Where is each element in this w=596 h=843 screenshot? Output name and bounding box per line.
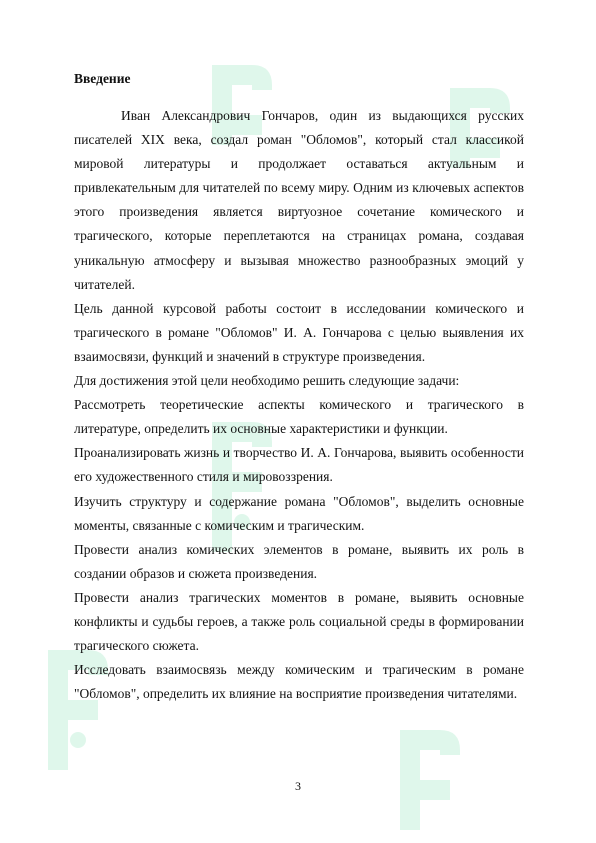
paragraph-task-2: Проанализировать жизнь и творчество И. А. Гончарова, выявить особенности его художественного стиля и мировоззрения. [74,445,524,485]
paragraph-task-3: Изучить структуру и содержание романа "Обломов", выделить основные моменты, связанные с комическим и трагическим. [74,493,524,533]
watermark-logo-icon [370,720,490,830]
paragraph-task-1: Рассмотреть теоретические аспекты комического и трагического в литературе, определить их основные характеристики и функции. [74,397,524,437]
section-heading: Введение [74,71,131,86]
document-body [74,104,524,706]
page-number: 3 [295,779,301,793]
paragraph-goal: Цель данной курсовой работы состоит в исследовании комического и трагического в романе "Обломов" И. А. Гончарова с целью выявления их взаимосвязи, функций и значений в структуре произведения. [74,300,524,364]
paragraph-intro: Иван Александрович Гончаров, один из выдающихся русских писателей XIX века, создал роман "Обломов", который стал классикой мировой литературы и продолжает оставаться актуальным и привлекательным для читателей по всему миру. Одним из ключевых аспектов этого произведения является виртуозное сочетание комического и трагического, которые переплетаются на страницах романа, создавая уникальную атмосферу и вызывая множество разнообразных эмоций у читателей. [74,108,524,292]
paragraph-task-6: Исследовать взаимосвязь между комическим и трагическим в романе "Обломов", определить их влияние на восприятие произведения читателями. [74,662,524,702]
paragraph-task-5: Провести анализ трагических моментов в романе, выявить основные конфликты и судьбы героев, а также роль социальной среды в формировании трагического сюжета. [74,589,524,654]
paragraph-tasks-lead: Для достижения этой цели необходимо решить следующие задачи: [74,373,460,389]
paragraph-task-4: Провести анализ комических элементов в романе, выявить их роль в создании образов и сюжета произведения. [74,541,524,581]
